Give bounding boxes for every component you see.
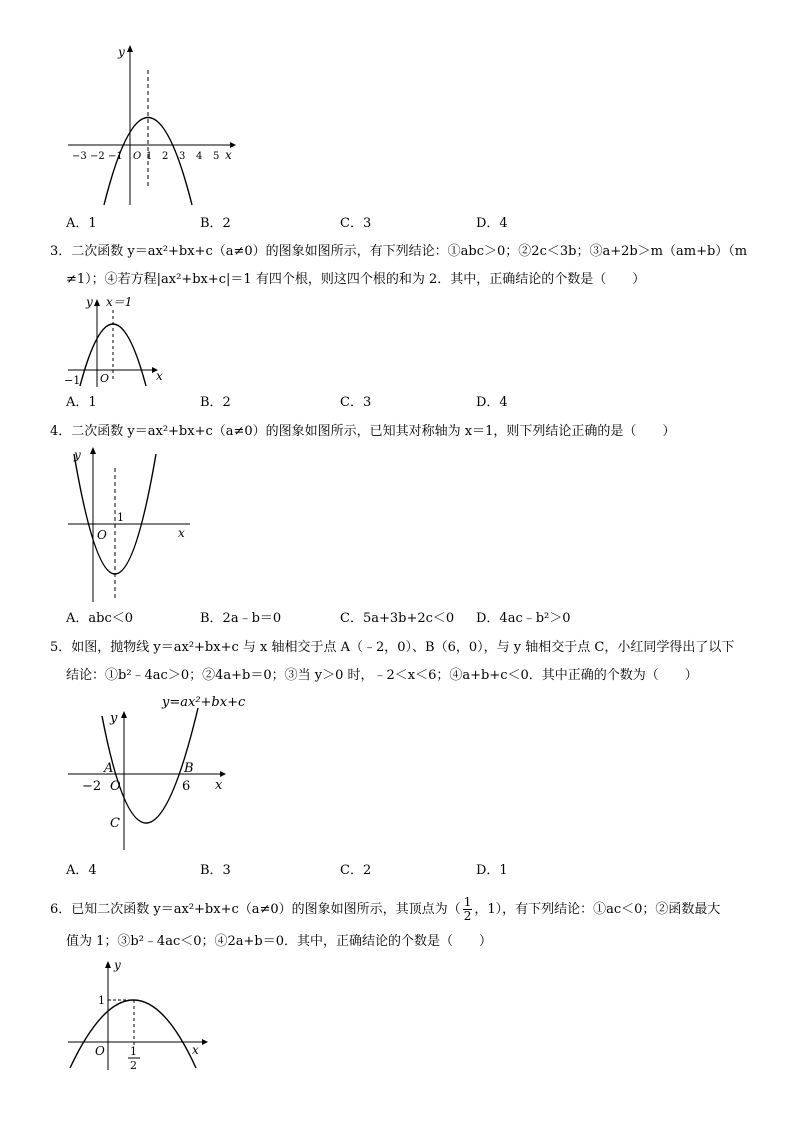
tick-label: −2	[82, 779, 102, 794]
y-axis-label: y	[118, 45, 125, 59]
option-c[interactable]: C．3	[340, 216, 372, 231]
y-axis-label: y	[110, 711, 118, 726]
y-axis-label: y	[86, 295, 93, 309]
option-d[interactable]: D．1	[476, 863, 508, 878]
option-d[interactable]: D．4	[476, 216, 508, 231]
origin-label: O	[95, 1044, 105, 1058]
q3-stem-line2: ≠1）；④若方程|ax²+bx+c|＝1 有四个根，则这四个根的和为 2．其中，正确结论的个数是（ ）	[66, 272, 646, 287]
option-a[interactable]: A．1	[66, 216, 97, 231]
x-axis-label: x	[178, 526, 185, 540]
q4-parabola-figure	[60, 444, 200, 604]
tick-label: −1	[108, 151, 123, 162]
fraction-one-half	[463, 896, 473, 923]
x-axis-label: x	[156, 369, 163, 383]
tick-label: −1	[64, 374, 81, 387]
q6-stem-part-a: 6．已知二次函数 y＝ax²+bx+c（a≠0）的图象如图所示，其顶点为（	[50, 902, 461, 917]
q6-stem-line1	[50, 896, 720, 923]
point-b-label: B	[184, 761, 194, 776]
y-axis-label: y	[114, 958, 121, 972]
tick-label: 1	[146, 151, 153, 162]
y-axis-label: y	[74, 448, 81, 462]
option-c[interactable]: C．3	[340, 395, 372, 410]
tick-label: −3	[72, 151, 87, 162]
origin-label: O	[100, 372, 110, 385]
q6-stem-part-b: ，1），有下列结论：①ac＜0；②函数最大	[474, 902, 721, 917]
y-axis-arrow	[105, 961, 111, 968]
option-c[interactable]: C．5a+3b+2c＜0	[340, 611, 455, 626]
x-axis-arrow	[202, 1039, 208, 1045]
point-c-label: C	[110, 816, 120, 831]
q5-parabola-figure	[60, 688, 280, 860]
fraction-numerator: 1	[130, 1045, 137, 1058]
q3-stem-line1: 3．二次函数 y＝ax²+bx+c（a≠0）的图象如图所示，有下列结论：①abc＞0；②2c＜3b；③a+2b＞m（am+b）（m	[50, 244, 748, 259]
q2-parabola-figure	[60, 40, 250, 215]
curve-label: y=ax²+bx+c	[162, 695, 246, 710]
fraction-denominator: 2	[130, 1059, 137, 1072]
q4-stem-line1: 4．二次函数 y＝ax²+bx+c（a≠0）的图象如图所示，已知其对称轴为 x＝1，则下列结论正确的是（ ）	[50, 424, 676, 439]
y-axis-arrow	[121, 711, 127, 718]
origin-label: O	[110, 779, 121, 794]
option-a[interactable]: A．abc＜0	[66, 611, 134, 626]
option-d[interactable]: D．4	[476, 395, 508, 410]
option-a[interactable]: A．1	[66, 395, 97, 410]
symmetry-label: x＝1	[106, 295, 133, 309]
y-axis-arrow	[90, 447, 96, 454]
option-b[interactable]: B．2	[200, 216, 231, 231]
origin-label: O	[133, 151, 142, 162]
option-a[interactable]: A．4	[66, 863, 97, 878]
tick-label: 3	[179, 151, 186, 162]
x-axis-arrow	[220, 771, 226, 777]
q5-stem-line2: 结论：①b²﹣4ac＞0；②4a+b＝0；③当 y＞0 时，﹣2＜x＜6；④a+b+c＜0．其中正确的个数为（ ）	[66, 668, 698, 683]
q6-stem-line2: 值为 1；③b²﹣4ac＜0；④2a+b＝0．其中，正确结论的个数是（ ）	[66, 934, 493, 949]
option-b[interactable]: B．2	[200, 395, 231, 410]
option-d[interactable]: D．4ac﹣b²＞0	[476, 611, 571, 626]
x-axis-label: x	[225, 148, 232, 162]
option-b[interactable]: B．3	[200, 863, 231, 878]
tick-label: 5	[213, 151, 220, 162]
origin-label: O	[97, 528, 107, 542]
tick-label: −2	[90, 151, 105, 162]
option-b[interactable]: B．2a﹣b＝0	[200, 611, 282, 626]
x-axis-label: x	[215, 778, 223, 793]
tick-label: 2	[162, 151, 169, 162]
tick-label: 1	[117, 511, 124, 524]
tick-label: 4	[196, 151, 203, 162]
option-c[interactable]: C．2	[340, 863, 372, 878]
fraction-denominator: 2	[463, 909, 472, 923]
tick-label: 6	[182, 779, 191, 794]
q5-stem-line1: 5．如图，抛物线 y＝ax²+bx+c 与 x 轴相交于点 A（﹣2，0）、B（6，0），与 y 轴相交于点 C，小红同学得出了以下	[50, 640, 735, 655]
point-a-label: A	[104, 761, 114, 776]
q3-parabola-figure	[60, 292, 180, 390]
y-axis-arrow	[94, 299, 100, 306]
x-axis-label: x	[192, 1043, 199, 1057]
tick-label: 1	[98, 994, 105, 1007]
y-axis-arrow	[127, 45, 133, 52]
q6-parabola-figure	[60, 954, 220, 1074]
fraction-numerator: 1	[463, 895, 472, 909]
